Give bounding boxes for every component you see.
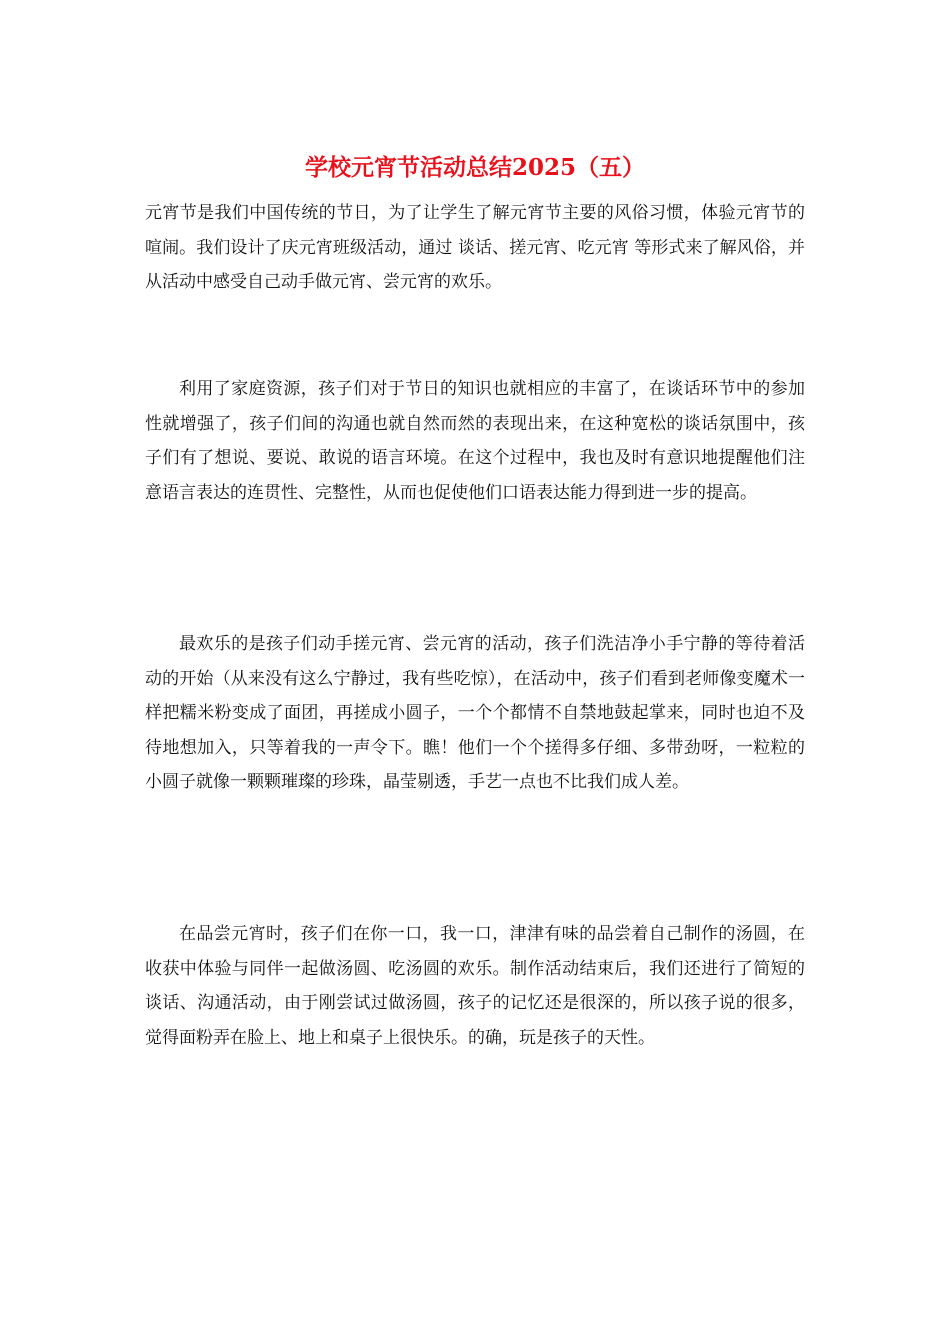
paragraph-tasting-yuanxiao: 在品尝元宵时，孩子们在你一口，我一口，津津有味的品尝着自己制作的汤圆，在收获中体验与同伴一起做汤圆、吃汤圆的欢乐。制作活动结束后，我们还进行了简短的谈话、沟通活动，由于刚尝试过做汤圆，孩子的记忆还是很深的，所以孩子说的很多，觉得面粉弄在脸上、地上和桌子上很快乐。的确，玩是孩子的天性。: [145, 924, 805, 1048]
paragraph-intro: 元宵节是我们中国传统的节日，为了让学生了解元宵节主要的风俗习惯，体验元宵节的喧闹。我们设计了庆元宵班级活动，通过 谈话、搓元宵、吃元宵 等形式来了解风俗，并从活动中感受自己动手做元宵、尝元宵的欢乐。: [145, 203, 805, 292]
document-title: 学校元宵节活动总结2025（五）: [304, 154, 645, 181]
paragraph-making-yuanxiao: 最欢乐的是孩子们动手搓元宵、尝元宵的活动，孩子们洗洁净小手宁静的等待着活动的开始（从来没有这么宁静过，我有些吃惊），在活动中，孩子们看到老师像变魔术一样把糯米粉变成了面团，再搓成小圆子，一个个都情不自禁地鼓起掌来，同时也迫不及待地想加入，只等着我的一声令下。瞧！他们一个个搓得多仔细、多带劲呀，一粒粒的小圆子就像一颗颗璀璨的珍珠，晶莹剔透，手艺一点也不比我们成人差。: [145, 634, 805, 792]
paragraph-family-resources: 利用了家庭资源，孩子们对于节日的知识也就相应的丰富了，在谈话环节中的参加性就增强了，孩子们间的沟通也就自然而然的表现出来，在这种宽松的谈话氛围中，孩子们有了想说、要说、敢说的语言环境。在这个过程中，我也及时有意识地提醒他们注意语言表达的连贯性、完整性，从而也促使他们口语表达能力得到进一步的提高。: [145, 379, 805, 503]
